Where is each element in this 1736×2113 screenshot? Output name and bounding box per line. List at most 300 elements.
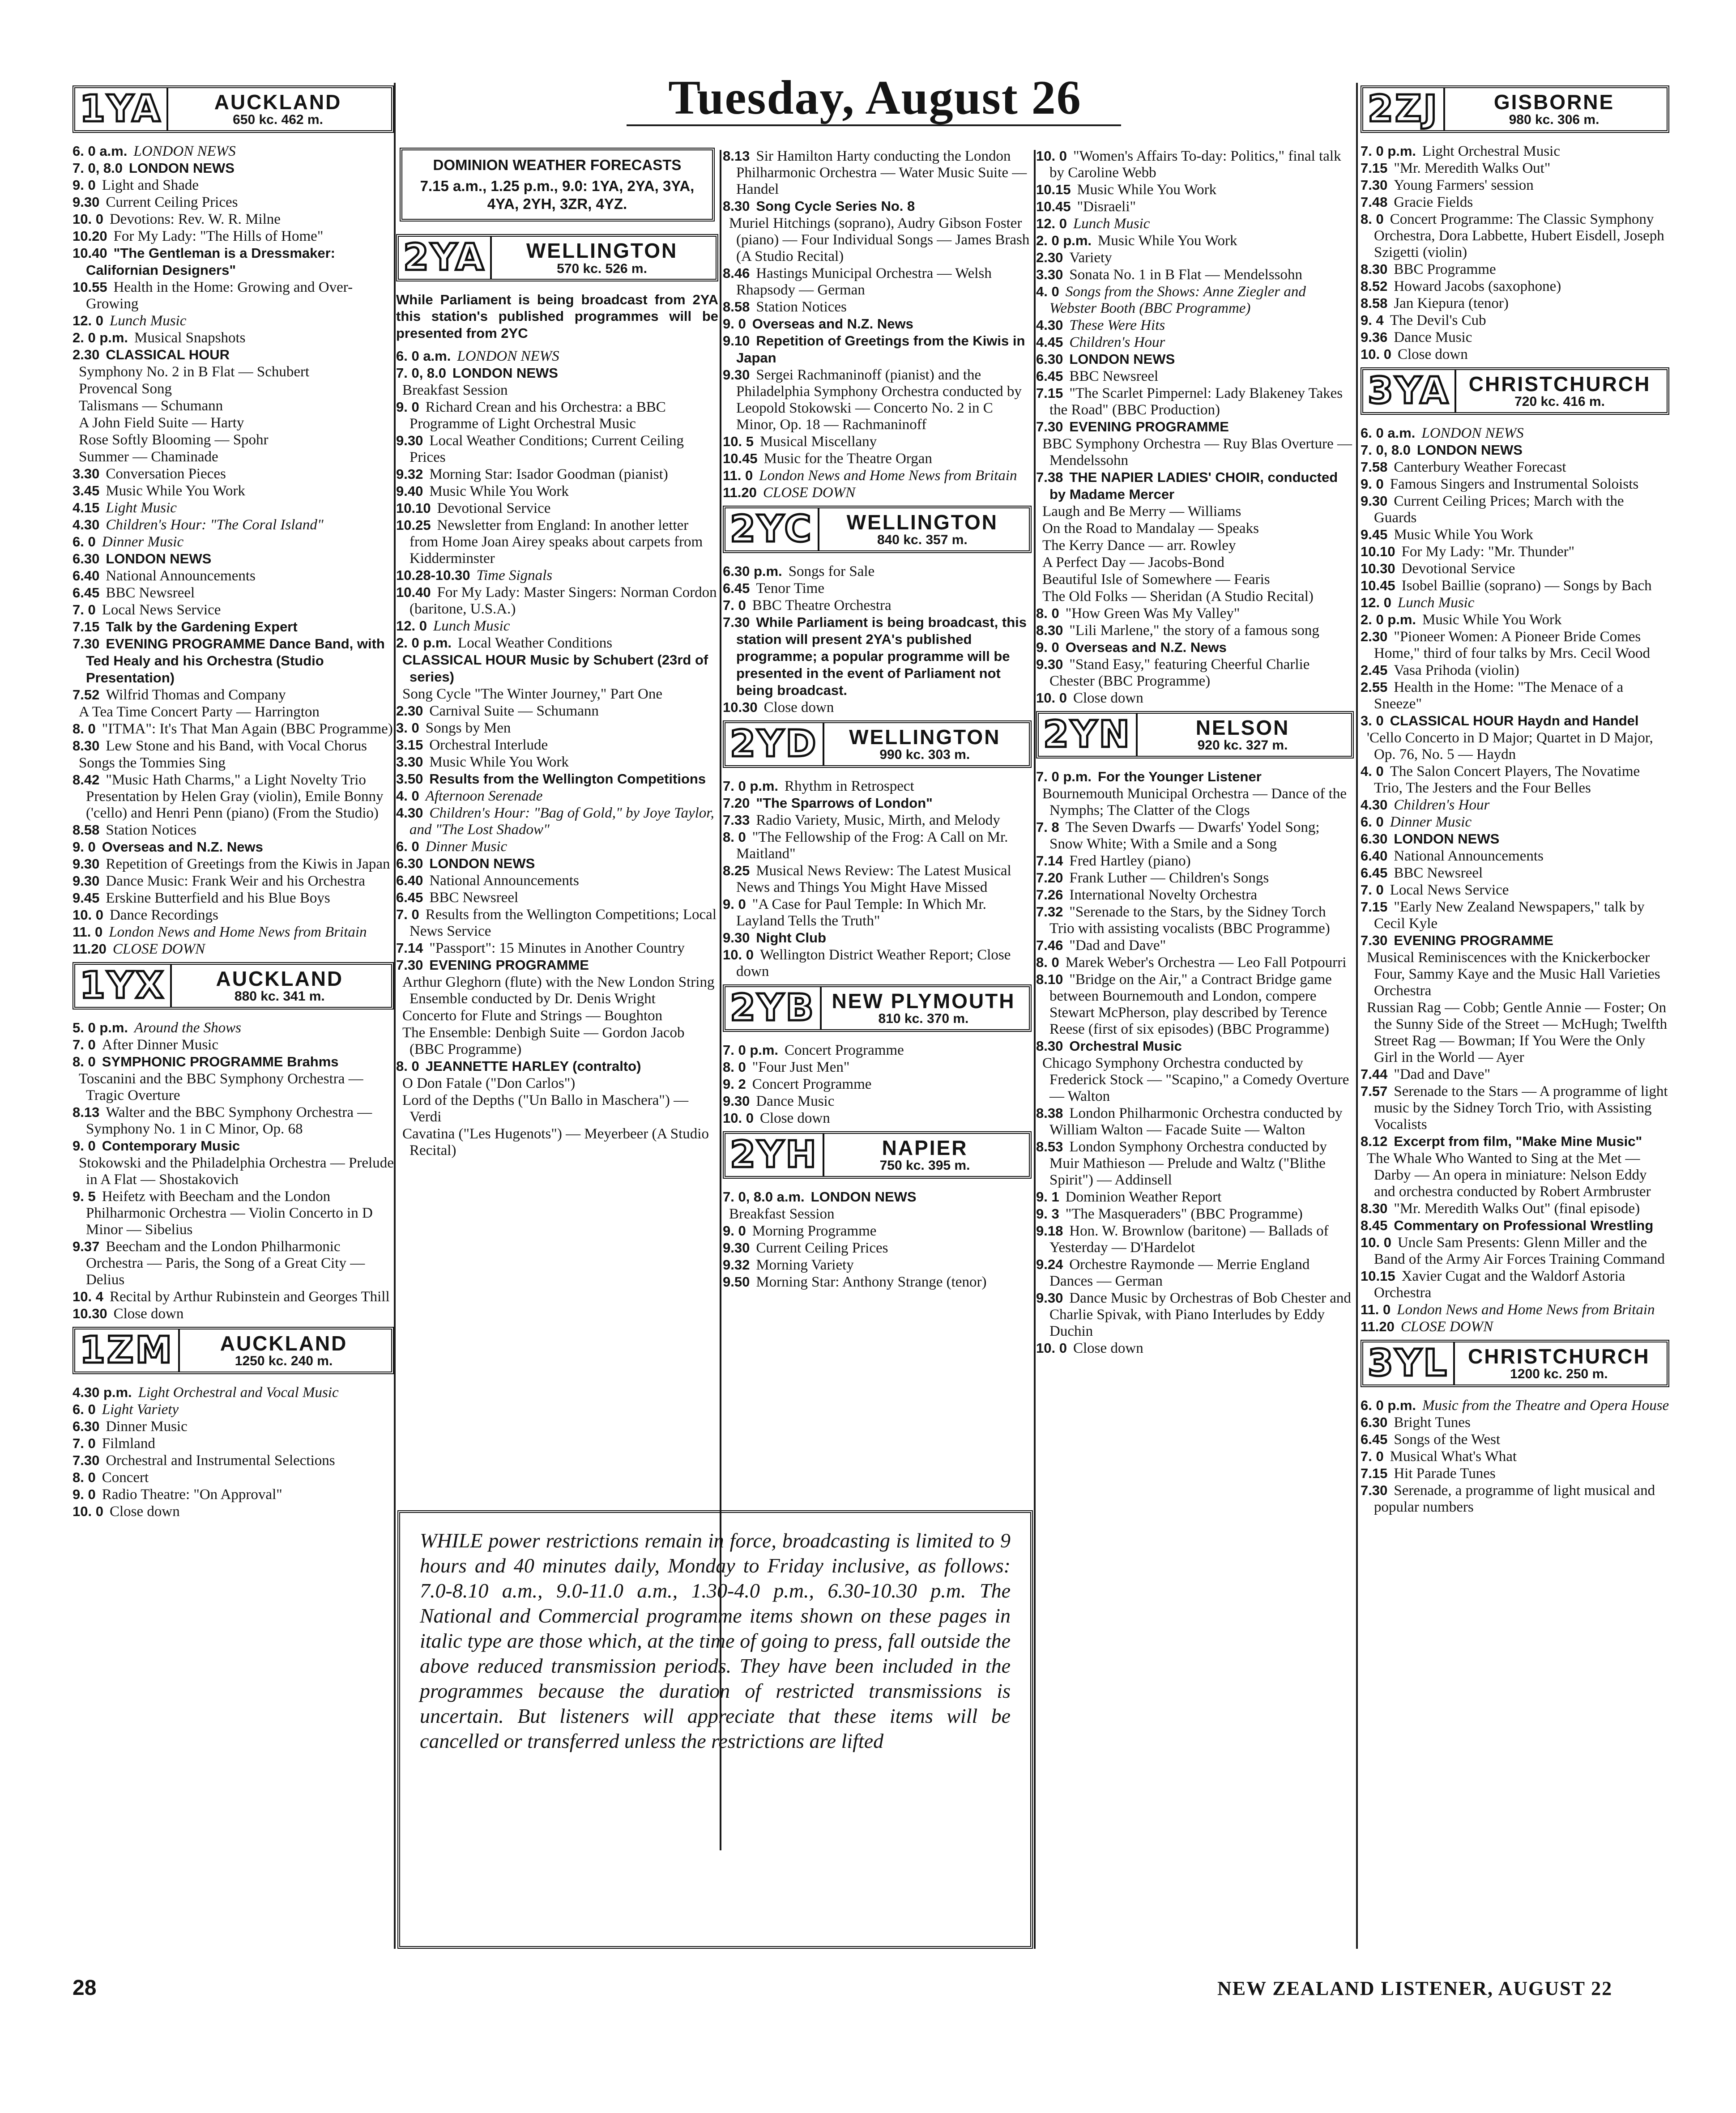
programme-entry	[73, 1104, 394, 1137]
programme-time: 7.14	[1036, 853, 1063, 869]
programme-title: Music While You Work	[1422, 612, 1562, 628]
programme-title: Breakfast Session	[729, 1206, 835, 1222]
programme-entry	[723, 862, 1032, 896]
programme-entry	[723, 1093, 1032, 1110]
programme-time: 7.15	[1361, 1465, 1388, 1481]
programme-entry	[1036, 886, 1354, 903]
programme-time: 7. 0 p.m.	[723, 778, 779, 794]
station-frequency: 980 kc. 306 m.	[1509, 112, 1600, 128]
programme-entry	[73, 465, 394, 482]
programme-entry	[1036, 571, 1354, 588]
programme-entry	[723, 812, 1032, 829]
programme-title: Morning Variety	[756, 1257, 854, 1273]
programme-entry	[396, 754, 718, 771]
programme-time: 10.20	[73, 228, 107, 244]
programme-entry	[1361, 261, 1669, 278]
programme-entry	[73, 1238, 394, 1288]
programme-title: "Dad and Dave"	[1069, 937, 1166, 954]
station-callsign: 2ZJ	[1366, 88, 1445, 130]
programme-entry	[1361, 628, 1669, 662]
programme-title: Music While You Work	[1098, 233, 1237, 249]
programme-entry	[1361, 295, 1669, 312]
programme-title: "The Fellowship of the Frog: A Call on Mr. Maitland"	[736, 829, 1008, 862]
programme-entry	[396, 855, 718, 872]
station-note: While Parliament is being broadcast from 2YA this station's published programmes will be presented from 2YC	[396, 292, 718, 341]
programme-time: 8. 0	[73, 721, 96, 737]
station-frequency: 570 kc. 526 m.	[557, 261, 647, 276]
programme-title: 'Cello Concerto in D Major; Quartet in D Major, Op. 76, No. 5 — Haydn	[1367, 730, 1653, 763]
programme-entry	[1036, 266, 1354, 283]
notice-text: WHILE power restrictions remain in force, broadcasting is limited to 9 hours and 40 minutes daily, Monday to Friday inclusive, as follows: 7.0-8.10 a.m., 9.0-11.0 a.m., 1.30-4.0 p.m., 6.30-10.30 p.m. The National and Commercial programme items shown on these pages in italic type are those which, at the time of going to press, fall outside the above reduced transmission periods. They have been included in the programmes because the duration of restricted transmissions is uncertain. But listeners will appreciate that these items will be cancelled or transferred unless the restrictions are lifted	[420, 1529, 1011, 1752]
programme-entry	[1361, 865, 1669, 882]
programme-entry	[723, 315, 1032, 332]
programme-entry	[723, 1076, 1032, 1093]
programme-title: A John Field Suite — Harty	[79, 415, 244, 431]
programme-title: Lunch Music	[1073, 216, 1150, 232]
programme-title: Light Variety	[102, 1402, 179, 1418]
station-section	[723, 720, 1032, 980]
programme-time: 7.30	[1036, 419, 1063, 435]
programme-title: Gracie Fields	[1394, 194, 1473, 210]
programme-entry	[1036, 181, 1354, 198]
programme-time: 6.40	[1361, 848, 1388, 864]
programme-entry	[723, 198, 1032, 215]
programme-title: Dinner Music	[106, 1419, 188, 1435]
station-header	[723, 506, 1032, 553]
station-frequency: 720 kc. 416 m.	[1514, 394, 1605, 409]
programme-entry	[396, 1125, 718, 1159]
programme-entry	[73, 550, 394, 567]
programme-title: CLASSICAL HOUR Music by Schubert (23rd of series)	[402, 652, 708, 685]
programme-time: 9.10	[723, 333, 750, 349]
programme-time: 8. 0	[73, 1470, 96, 1485]
programme-title: Morning Star: Anthony Strange (tenor)	[756, 1274, 987, 1290]
programme-title: "The Scarlet Pimpernel: Lady Blakeney Takes the Road" (BBC Production)	[1049, 385, 1343, 418]
programme-time: 7.15	[1361, 160, 1388, 176]
programme-entry	[1361, 1150, 1669, 1200]
programme-time: 4. 0	[1361, 763, 1384, 779]
programme-time: 8.52	[1361, 278, 1388, 294]
programme-time: 7.38	[1036, 469, 1063, 485]
programme-entry	[1036, 1138, 1354, 1189]
programme-time: 2. 0 p.m.	[1361, 612, 1416, 627]
programme-title: National Announcements	[429, 872, 579, 889]
programme-time: 10.30	[1361, 561, 1395, 576]
programme-entry	[73, 839, 394, 856]
programme-entry	[73, 567, 394, 584]
programme-entry	[723, 1059, 1032, 1076]
programme-title: "Passport": 15 Minutes in Another Country	[429, 940, 685, 956]
programme-title: LONDON NEWS	[457, 348, 559, 364]
column-rule	[1356, 83, 1358, 1949]
station-header	[73, 1327, 394, 1374]
programme-entry	[1361, 1066, 1669, 1083]
programme-title: Chicago Symphony Orchestra conducted by Frederick Stock — "Scapino," a Comedy Overture — Walton	[1042, 1055, 1349, 1104]
programme-time: 8.58	[73, 822, 100, 838]
programme-time: 6. 0 a.m.	[1361, 425, 1416, 441]
programme-entry	[396, 957, 718, 974]
programme-time: 6.45	[1361, 865, 1388, 881]
programme-time: 3.30	[73, 466, 100, 481]
programme-time: 8.58	[723, 299, 750, 315]
station-section	[723, 148, 1032, 501]
programme-entry	[396, 1007, 718, 1024]
programme-entry	[1361, 577, 1669, 594]
programme-entry	[73, 533, 394, 550]
programme-title: "Pioneer Women: A Pioneer Bride Comes Home," third of four talks by Mrs. Cecil Wood	[1374, 629, 1650, 661]
programme-entry	[396, 399, 718, 432]
programme-title: Songs the Tommies Sing	[79, 755, 226, 771]
programme-entry	[1036, 435, 1354, 469]
programme-time: 10. 5	[723, 434, 754, 449]
programme-time: 3.15	[396, 737, 423, 753]
programme-title: Overseas and N.Z. News	[1065, 639, 1227, 655]
programme-entry	[1036, 819, 1354, 852]
programme-title: For My Lady: Master Singers: Norman Cordon (baritone, U.S.A.)	[409, 584, 717, 617]
programme-entry	[73, 329, 394, 346]
programme-entry	[1361, 679, 1669, 712]
programme-time: 10.40	[73, 245, 107, 261]
programme-title: Songs for Sale	[788, 563, 875, 579]
programme-title: Time Signals	[476, 567, 553, 584]
column-rule	[394, 83, 396, 1949]
programme-title: CLASSICAL HOUR Haydn and Handel	[1390, 713, 1639, 728]
programme-entry	[1036, 639, 1354, 656]
programme-entry	[396, 432, 718, 466]
programme-entry	[1036, 334, 1354, 351]
programme-time: 9.37	[73, 1239, 100, 1254]
programme-title: Arthur Gleghorn (flute) with the New London String Ensemble conducted by Dr. Denis Wright	[402, 974, 715, 1007]
programme-time: 6.45	[1036, 368, 1063, 384]
programme-entry	[73, 1418, 394, 1435]
programme-title: "The Masqueraders" (BBC Programme)	[1065, 1206, 1303, 1222]
programme-entry	[396, 771, 718, 788]
programme-title: Dance Recordings	[109, 907, 218, 923]
programme-time: 8.13	[723, 148, 750, 164]
programme-entry	[723, 1257, 1032, 1274]
programme-title: CLOSE DOWN	[112, 941, 205, 957]
programme-time: 2.45	[1361, 662, 1388, 678]
programme-entry	[1361, 143, 1669, 160]
programme-time: 11.20	[73, 941, 107, 957]
programme-time: 10.15	[1361, 1268, 1395, 1284]
station-callsign: 2YN	[1041, 714, 1138, 756]
programme-title: EVENING PROGRAMME	[1394, 933, 1553, 948]
programme-title: Bright Tunes	[1394, 1414, 1471, 1431]
programme-title: Serenade, a programme of light musical and popular numbers	[1374, 1483, 1655, 1515]
programme-title: LONDON NEWS	[133, 143, 236, 159]
programme-time: 2.30	[73, 347, 100, 362]
programme-time: 12. 0	[1036, 216, 1067, 231]
programme-title: Dance Music by Orchestras of Bob Chester and Charlie Spivak, with Piano Interludes by Eddy Duchin	[1049, 1290, 1351, 1339]
programme-title: Filmland	[102, 1436, 155, 1452]
programme-entry	[73, 448, 394, 465]
station-name: WELLINGTON	[846, 511, 998, 534]
programme-title: Frank Luther — Children's Songs	[1069, 870, 1269, 886]
station-section	[723, 506, 1032, 716]
programme-entry	[1361, 814, 1669, 831]
programme-time: 4. 0	[396, 788, 419, 804]
weather-body: 7.15 a.m., 1.25 p.m., 9.0: 1YA, 2YA, 3YA, 4YA, 2YH, 3ZR, 4YZ.	[420, 177, 695, 212]
programme-entry	[1361, 1318, 1669, 1335]
programme-time: 7.15	[1361, 899, 1388, 915]
programme-entry	[396, 906, 718, 940]
programme-title: LONDON NEWS	[429, 855, 535, 871]
programme-title: Wellington District Weather Report; Close down	[736, 947, 1011, 980]
programme-entry	[1036, 768, 1354, 785]
programme-time: 7.32	[1036, 904, 1063, 920]
programme-title: Musical Reminiscences with the Knickerbocker Four, Sammy Kaye and the Music Hall Varieties Orchestra	[1367, 950, 1660, 999]
programme-title: Music from the Theatre and Opera House	[1422, 1397, 1669, 1414]
programme-entry	[1036, 418, 1354, 435]
programme-entry	[1036, 1290, 1354, 1340]
programme-title: Local News Service	[102, 602, 221, 618]
programme-time: 11. 0	[73, 924, 103, 940]
programme-time: 8.30	[73, 738, 100, 754]
programme-title: Dance Music	[1394, 329, 1472, 345]
programme-time: 4.15	[73, 500, 100, 515]
programme-title: Fred Hartley (piano)	[1069, 853, 1191, 869]
station-section	[1036, 148, 1354, 707]
programme-entry	[396, 483, 718, 500]
programme-time: 6.45	[723, 580, 750, 596]
programme-entry	[1036, 249, 1354, 266]
programme-title: London News and Home News from Britain	[759, 468, 1017, 484]
programme-entry	[1361, 831, 1669, 848]
programme-title: LONDON NEWS	[810, 1189, 917, 1205]
programme-time: 10.45	[1361, 578, 1395, 593]
programme-entry	[396, 737, 718, 754]
programme-title: Beecham and the London Philharmonic Orchestra — Paris, the Song of a Great City — Delius	[86, 1239, 365, 1288]
programme-title: While Parliament is being broadcast, this station will present 2YA's published programme; a popular programme will be presented in the event of Parliament not being broadcast.	[736, 614, 1027, 698]
programme-entry	[1036, 368, 1354, 385]
programme-title: Musical Snapshots	[134, 330, 246, 346]
programme-time: 4.30	[1036, 317, 1063, 333]
programme-entry	[1036, 1055, 1354, 1105]
programme-entry	[396, 365, 718, 382]
programme-time: 7. 0, 8.0	[73, 160, 123, 176]
station-header	[1361, 367, 1669, 415]
programme-title: LONDON NEWS	[452, 365, 558, 381]
programme-time: 2. 0 p.m.	[1036, 233, 1092, 248]
station-section	[396, 234, 718, 1159]
programme-time: 7.20	[723, 795, 750, 811]
programme-entry	[73, 1305, 394, 1322]
programme-time: 7.46	[1036, 937, 1063, 953]
programme-title: Sonata No. 1 in B Flat — Mendelssohn	[1069, 267, 1302, 283]
programme-entry	[1361, 1465, 1669, 1482]
programme-entry	[1361, 1431, 1669, 1448]
station-info	[492, 240, 712, 276]
programme-time: 7.57	[1361, 1083, 1388, 1099]
programme-title: BBC Newsreel	[429, 889, 519, 906]
programme-time: 6.30	[73, 551, 100, 567]
programme-entry	[1361, 425, 1669, 442]
programme-time: 8. 0	[396, 1058, 419, 1074]
station-name: GISBORNE	[1493, 90, 1615, 114]
programme-entry	[1036, 1189, 1354, 1206]
station-info	[824, 1137, 1025, 1173]
station-callsign: 2YH	[728, 1134, 824, 1176]
programme-time: 8.58	[1361, 295, 1388, 311]
programme-time: 6. 0 a.m.	[396, 348, 451, 364]
programme-entry	[1036, 1340, 1354, 1357]
programme-title: Children's Hour: "Bag of Gold," by Joye Taylor, and "The Lost Shadow"	[409, 805, 714, 838]
programme-entry	[1036, 232, 1354, 249]
programme-time: 9. 0	[73, 177, 96, 193]
programme-time: 9. 1	[1036, 1189, 1059, 1205]
programme-title: Newsletter from England: In another letter from Home Joan Airey speaks about carpets from Kidderminster	[409, 517, 703, 567]
programme-title: BBC Theatre Orchestra	[752, 597, 891, 613]
programme-time: 2.30	[1036, 250, 1063, 265]
programme-title: Talismans — Schumann	[79, 398, 223, 414]
programme-title: Music While You Work	[106, 483, 245, 499]
programme-entry	[1036, 588, 1354, 605]
station-section	[723, 1131, 1032, 1291]
programme-title: "ITMA": It's That Man Again (BBC Programme)	[102, 721, 393, 737]
programme-entry	[396, 517, 718, 567]
programme-time: 9. 5	[73, 1189, 96, 1204]
programme-title: Dinner Music	[1390, 814, 1472, 830]
programme-title: Current Ceiling Prices; March with the Guards	[1374, 493, 1624, 526]
programme-time: 4.30	[1361, 797, 1388, 813]
column-1	[73, 83, 394, 1949]
programme-entry	[73, 771, 394, 822]
programme-entry	[73, 822, 394, 839]
programme-entry	[73, 1469, 394, 1486]
programme-title: Xavier Cugat and the Waldorf Astoria Orchestra	[1374, 1268, 1625, 1301]
programme-title: Talk by the Gardening Expert	[106, 619, 298, 635]
programme-entry	[723, 484, 1032, 501]
programme-title: Music While You Work	[1077, 182, 1217, 198]
programme-title: A Tea Time Concert Party — Harrington	[79, 704, 320, 720]
programme-title: Children's Hour	[1069, 334, 1165, 350]
station-frequency: 650 kc. 462 m.	[233, 112, 323, 128]
programme-title: Howard Jacobs (saxophone)	[1394, 278, 1561, 294]
programme-time: 10.25	[396, 517, 431, 533]
station-callsign: 2YD	[728, 723, 824, 765]
programme-time: 7.30	[73, 1453, 100, 1468]
programme-title: Music for the Theatre Organ	[763, 451, 932, 467]
programme-title: CLOSE DOWN	[763, 485, 856, 501]
programme-entry	[1361, 999, 1669, 1066]
programme-title: The Whale Who Wanted to Sing at the Met — Darby — An opera in miniature: Nelson Eddy and orchestra conducted by Robert Armbruster	[1367, 1150, 1651, 1200]
programme-time: 7.14	[396, 940, 423, 956]
programme-entry	[1036, 954, 1354, 971]
programme-title: "Disraeli"	[1077, 199, 1136, 215]
programme-entry	[73, 194, 394, 211]
programme-title: Erskine Butterfield and his Blue Boys	[106, 890, 330, 906]
programme-title: Commentary on Professional Wrestling	[1394, 1218, 1654, 1233]
programme-title: The Ensemble: Denbigh Suite — Gordon Jacob (BBC Programme)	[402, 1024, 685, 1057]
programme-title: Concert Programme	[752, 1076, 872, 1092]
programme-title: Laugh and Be Merry — Williams	[1042, 503, 1241, 520]
programme-time: 9. 0	[73, 839, 96, 855]
programme-entry	[396, 940, 718, 957]
programme-entry	[73, 686, 394, 703]
programme-entry	[723, 467, 1032, 484]
programme-entry	[1036, 520, 1354, 537]
programme-title: Overseas and N.Z. News	[102, 839, 263, 855]
station-callsign: 1YX	[78, 965, 172, 1007]
programme-title: Light Orchestral and Vocal Music	[138, 1385, 339, 1401]
programme-time: 9.32	[396, 466, 423, 482]
programme-title: Dinner Music	[102, 534, 184, 550]
programme-time: 7. 0 p.m.	[1036, 769, 1092, 784]
programme-entry	[723, 450, 1032, 467]
programme-title: Local Weather Conditions	[458, 635, 613, 651]
programme-title: International Novelty Orchestra	[1069, 887, 1258, 903]
station-info	[180, 1333, 388, 1368]
programme-time: 12. 0	[396, 618, 427, 634]
programme-title: "Music Hath Charms," a Light Novelty Trio Presentation by Helen Gray (violin), Emile Bonny ('cello) and Henri Penn (piano) (From the Studio)	[86, 772, 384, 821]
programme-entry	[73, 380, 394, 397]
programme-title: Sergei Rachmaninoff (pianist) and the Philadelphia Symphony Orchestra conducted by Leopold Stokowski — Concerto No. 2 in C Minor, Op. 18 — Rachmaninoff	[736, 367, 1022, 433]
programme-time: 7.30	[1361, 933, 1388, 948]
programme-time: 6. 0 a.m.	[73, 143, 128, 159]
station-name: NEW PLYMOUTH	[832, 989, 1015, 1013]
programme-entry	[723, 1189, 1032, 1206]
programme-title: "The Gentleman is a Dressmaker: Californian Designers"	[86, 245, 335, 278]
programme-entry	[1361, 712, 1669, 729]
programme-entry	[1036, 690, 1354, 707]
programme-title: Tenor Time	[756, 580, 824, 596]
programme-title: Famous Singers and Instrumental Soloists	[1390, 476, 1639, 492]
programme-entry	[396, 500, 718, 517]
programme-time: 11. 0	[1361, 1302, 1391, 1317]
programme-title: Orchestre Raymonde — Merrie England Dances — German	[1049, 1257, 1310, 1289]
programme-time: 8. 0	[1036, 605, 1059, 621]
programme-time: 7. 0 p.m.	[1361, 143, 1416, 159]
programme-entry	[396, 382, 718, 399]
programme-entry	[1036, 198, 1354, 215]
programme-time: 9.30	[723, 367, 750, 383]
station-info	[1455, 1346, 1663, 1381]
power-restrictions-notice	[397, 1510, 1033, 1949]
programme-title: The Salon Concert Players, The Novatime Trio, The Jesters and the Four Belles	[1374, 763, 1640, 796]
programme-title: Light Orchestral Music	[1422, 143, 1560, 159]
programme-title: "The Sparrows of London"	[756, 795, 933, 811]
programme-entry	[1036, 937, 1354, 954]
programme-time: 4. 0	[1036, 284, 1059, 299]
programme-title: Station Notices	[756, 299, 847, 315]
programme-time: 4.30	[73, 517, 100, 533]
programme-time: 10. 0	[73, 1504, 103, 1519]
programme-title: Night Club	[756, 930, 827, 946]
station-header	[723, 984, 1032, 1032]
programme-entry	[73, 635, 394, 686]
station-callsign: 3YA	[1366, 370, 1456, 412]
programme-title: For the Younger Listener	[1098, 769, 1262, 784]
programme-entry	[1361, 526, 1669, 543]
station-name: WELLINGTON	[526, 239, 678, 263]
programme-entry	[73, 890, 394, 907]
programme-entry	[1036, 605, 1354, 622]
station-section	[1361, 367, 1669, 1335]
programme-title: Concert Programme: The Classic Symphony Orchestra, Dora Labbette, Hubert Eisdell, Joseph Szigetti (violin)	[1374, 211, 1664, 260]
programme-entry	[1361, 1217, 1669, 1234]
programme-title: Uncle Sam Presents: Glenn Miller and the Band of the Army Air Forces Training Command	[1374, 1235, 1665, 1267]
programme-time: 10.45	[723, 451, 758, 466]
programme-entry	[73, 1401, 394, 1418]
station-section	[73, 85, 394, 958]
programme-entry	[73, 1503, 394, 1520]
programme-time: 7. 0	[73, 1436, 96, 1451]
programme-title: Close down	[759, 1110, 830, 1126]
programme-time: 9.30	[723, 930, 750, 946]
programme-title: O Don Fatale ("Don Carlos")	[402, 1075, 576, 1091]
programme-entry	[723, 597, 1032, 614]
